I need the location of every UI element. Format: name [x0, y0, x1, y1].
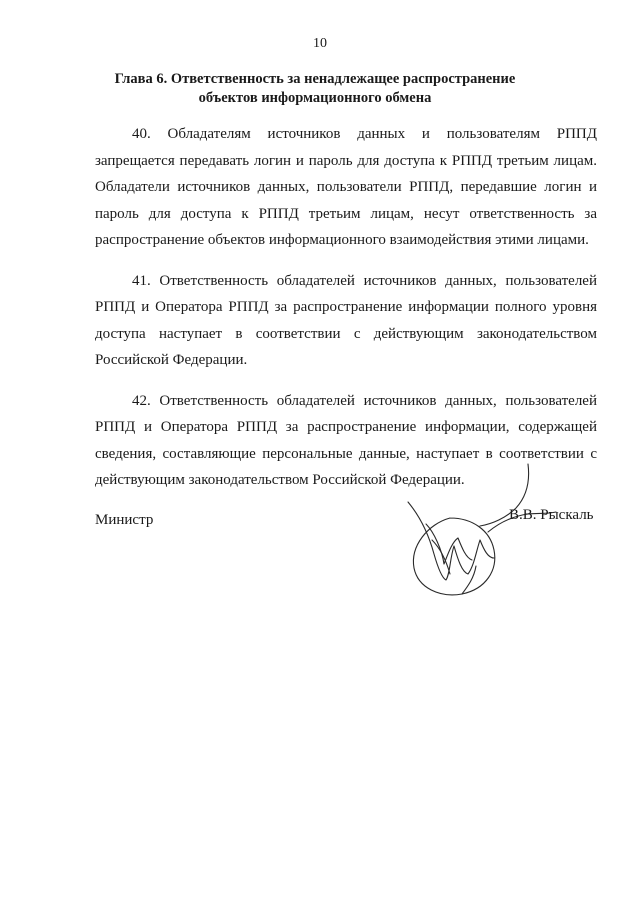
chapter-title: Глава 6. Ответственность за ненадлежащее распространение объектов информационного обмена [114, 71, 516, 106]
paragraph-42: 42. Ответственность обладателей источников данных, пользователей РППД и Оператора РППД за распространение информации, содержащей сведения, составляющие персональные данные, наступает в соответствии с действующим законодательством Российской Федерации. [95, 392, 597, 488]
document-body [95, 121, 597, 508]
signatory-position: Министр [95, 512, 154, 528]
page-number: 10 [313, 36, 327, 51]
paragraph-41: 41. Ответственность обладателей источников данных, пользователей РППД и Оператора РППД за распространение информации полного уровня доступа наступает в соответствии с действующим законодательством Российской Федерации. [95, 272, 597, 368]
signatory-name: В.В. Рыскаль [509, 507, 594, 523]
paragraph-40: 40. Обладателям источников данных и пользователям РППД запрещается передавать логин и пароль для доступа к РППД третьим лицам. Обладатели источников данных, пользователи РППД, передавшие логин и пароль для доступа к РППД третьим лицам, несут ответственность за распространение объектов информационного взаимодействия этими лицами. [95, 126, 597, 248]
handwritten-signature [388, 462, 558, 602]
